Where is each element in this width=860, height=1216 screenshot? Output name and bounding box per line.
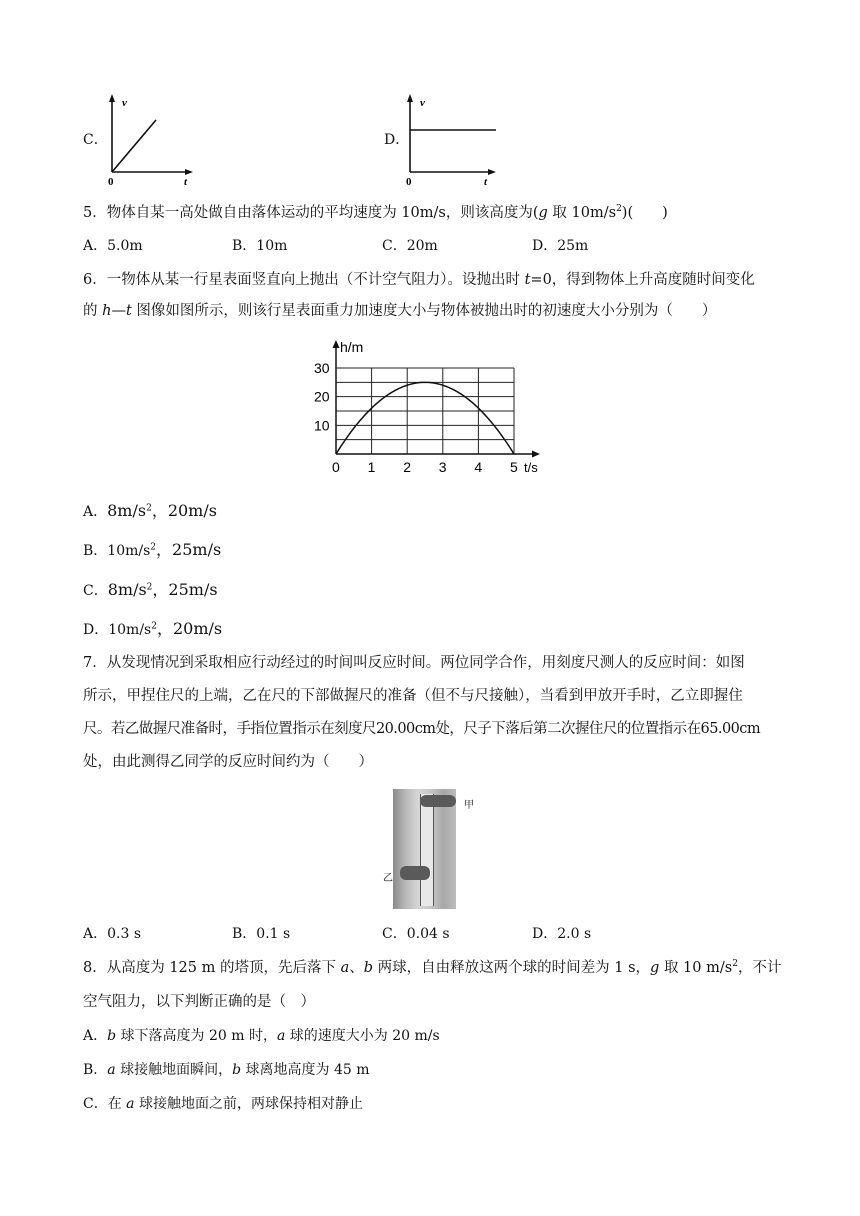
x-tick-label: 2 xyxy=(403,459,411,475)
q5-option-c[interactable]: C．20m xyxy=(382,238,438,254)
q7-option-d[interactable]: D．2.0 s xyxy=(532,926,592,942)
question-7-line2: 所示，甲捏住尺的上端，乙在尺的下部做握尺的准备（但不与尺接触），当看到甲放开手时，乙立即握住 xyxy=(83,688,743,704)
graph-d-v-label: v xyxy=(420,97,425,109)
graph-c-v-label: v xyxy=(122,97,127,109)
q5-option-b[interactable]: B．10m xyxy=(232,238,288,254)
graph-c-line xyxy=(112,120,156,172)
question-6-stem-line1: 6．一物体从某一行星表面竖直向上抛出（不计空气阻力）。设抛出时 t=0，得到物体上升高度随时间变化 xyxy=(83,272,755,288)
option-d-label: D． xyxy=(384,132,410,148)
question-6-stem-line2: 的 h—t 图像如图所示，则该行星表面重力加速度大小与物体被抛出时的初速度大小分别为（ ） xyxy=(83,303,717,319)
y-tick-label: 30 xyxy=(314,360,330,376)
x-tick-label: 4 xyxy=(474,459,483,475)
q8-option-a[interactable]: A．b 球下落高度为 20 m 时，a 球的速度大小为 20 m/s xyxy=(83,1028,440,1044)
q6-option-b[interactable]: B．$10m/s^2$，25m/s xyxy=(83,540,222,559)
q7-option-c[interactable]: C．0.04 s xyxy=(382,926,450,942)
y-tick-label: 20 xyxy=(314,388,330,405)
photo-label-yi: 乙 xyxy=(383,873,393,884)
question-8-line2: 空气阻力，以下判断正确的是（ ） xyxy=(83,994,315,1010)
x-tick-label: 1 xyxy=(367,459,376,475)
graph-d-origin-label: 0 xyxy=(406,176,412,187)
question-7-line1: 7．从发现情况到采取相应行动经过的时间叫反应时间。两位同学合作，用刻度尺测人的反应时间：如图 xyxy=(83,655,745,671)
q6-option-d[interactable]: D．$10m/s^2$，20m/s xyxy=(83,619,223,638)
x-tick-label: 5 xyxy=(510,459,518,475)
q7-option-a[interactable]: A．0.3 s xyxy=(83,926,142,942)
hand-yi-image xyxy=(400,866,430,880)
q6-option-a[interactable]: A．$8m/s^2$，20m/s xyxy=(83,501,217,520)
chart-series-line xyxy=(336,382,514,454)
q6-option-c[interactable]: C．$8m/s^2$，25m/s xyxy=(83,580,218,599)
graph-d-t-label: t xyxy=(484,176,488,187)
question-5-stem: 5．物体自某一高处做自由落体运动的平均速度为 10m/s，则该高度为(g 取 $10m/s^2$)( ) xyxy=(83,204,668,221)
question-7-line3: 尺。若乙做握尺准备时，手指位置指示在刻度尺20.00cm处，尺子下落后第二次握住尺的位置指示在65.00cm xyxy=(83,721,761,737)
graph-c-velocity-time xyxy=(100,92,195,187)
q8-option-b[interactable]: B．a 球接触地面瞬间，b 球离地高度为 45 m xyxy=(83,1062,370,1078)
y-axis-arrow xyxy=(333,340,340,348)
graph-c-origin-label: 0 xyxy=(108,176,114,187)
hand-jia-image xyxy=(420,795,456,807)
height-time-chart xyxy=(306,335,556,485)
option-c-label: C． xyxy=(83,132,108,148)
y-tick-label: 10 xyxy=(314,417,330,434)
x-tick-label: 3 xyxy=(438,459,447,475)
graph-c-t-label: t xyxy=(184,176,188,187)
question-8-line1: 8．从高度为 125 m 的塔顶，先后落下 a、b 两球，自由释放这两个球的时间差为 1 s，g 取 10 $m/s^2$，不计 xyxy=(83,959,782,976)
photo-label-jia: 甲 xyxy=(464,800,474,811)
chart-x-axis-label: t/s xyxy=(524,460,538,475)
q5-option-d[interactable]: D．25m xyxy=(532,238,589,254)
graph-d-velocity-time xyxy=(398,92,498,187)
q8-option-c[interactable]: C．在 a 球接触地面之前，两球保持相对静止 xyxy=(83,1096,363,1112)
chart-grid xyxy=(336,368,514,454)
chart-y-axis-label: h/m xyxy=(340,339,364,355)
q7-option-b[interactable]: B．0.1 s xyxy=(232,926,291,942)
x-axis-arrow xyxy=(532,451,540,458)
q5-option-a[interactable]: A．5.0m xyxy=(83,238,143,254)
ruler-image xyxy=(420,794,434,906)
x-tick-label: 0 xyxy=(332,459,340,475)
question-7-line4: 处，由此测得乙同学的反应时间约为（ ） xyxy=(83,754,373,770)
